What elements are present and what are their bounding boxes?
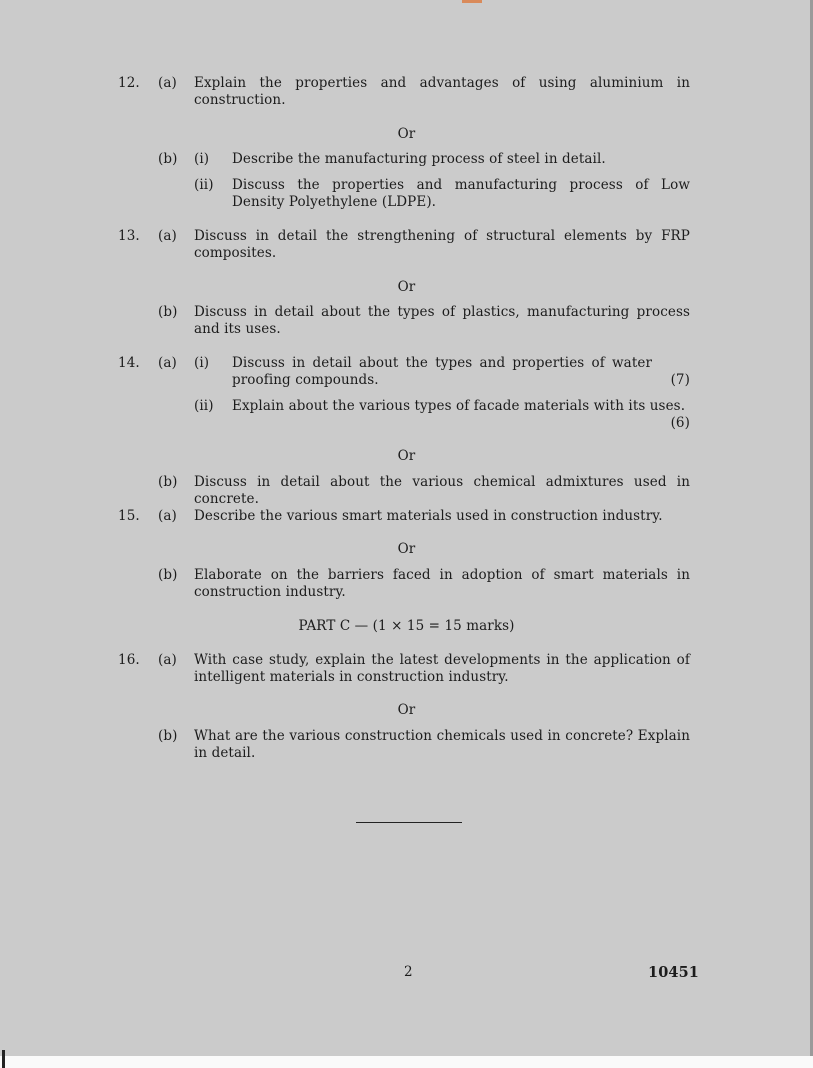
question-15-or: Or <box>397 541 416 557</box>
question-12a-text: Explain the properties and advantages of using aluminium in construction. <box>194 75 690 108</box>
question-16-number: 16. <box>118 652 140 668</box>
question-13-or: Or <box>397 279 416 295</box>
end-rule <box>356 822 462 823</box>
question-14a-ii-text: Explain about the various types of facade materials with its uses. <box>232 398 686 414</box>
question-14a-ii-label: (ii) <box>194 398 214 414</box>
question-14b-text: Discuss in detail about the various chemical admixtures used in concrete. <box>194 474 690 507</box>
question-14a-i-text: Discuss in detail about the types and properties of water proofing compounds. <box>232 355 652 388</box>
question-16b-text: What are the various construction chemicals used in concrete? Explain in detail. <box>194 728 690 761</box>
question-12b-ii-text: Discuss the properties and manufacturing process of Low Density Polyethylene (LDPE). <box>232 177 690 210</box>
question-15b-text: Elaborate on the barriers faced in adoption of smart materials in construction industry. <box>194 567 690 600</box>
question-12-number: 12. <box>118 75 140 91</box>
question-14a-i-marks: (7) <box>670 372 690 388</box>
question-13-number: 13. <box>118 228 140 244</box>
question-15a-text: Describe the various smart materials used in construction industry. <box>194 508 663 524</box>
question-14a-ii-marks: (6) <box>670 415 690 431</box>
question-12a-label: (a) <box>158 75 177 91</box>
question-13a-text: Discuss in detail the strengthening of structural elements by FRP composites. <box>194 228 690 261</box>
question-15-number: 15. <box>118 508 140 524</box>
scan-edge-left <box>2 1050 5 1068</box>
question-12b-label: (b) <box>158 151 178 167</box>
question-12-or: Or <box>397 126 416 142</box>
scan-mark-top <box>462 0 482 3</box>
question-16a-text: With case study, explain the latest developments in the application of intelligent materials in construction industry. <box>194 652 690 685</box>
question-16-or: Or <box>397 702 416 718</box>
question-13b-text: Discuss in detail about the types of plastics, manufacturing process and its uses. <box>194 304 690 337</box>
question-13a-label: (a) <box>158 228 177 244</box>
question-14-or: Or <box>397 448 416 464</box>
question-12b-i-label: (i) <box>194 151 210 167</box>
question-13b-label: (b) <box>158 304 178 320</box>
question-12b-i-text: Describe the manufacturing process of steel in detail. <box>232 151 606 167</box>
question-14b-label: (b) <box>158 474 178 490</box>
question-14a-label: (a) <box>158 355 177 371</box>
question-14a-i-label: (i) <box>194 355 210 371</box>
question-12b-ii-label: (ii) <box>194 177 214 193</box>
question-15a-label: (a) <box>158 508 177 524</box>
part-c-heading: PART C — (1 × 15 = 15 marks) <box>298 618 515 634</box>
question-15b-label: (b) <box>158 567 178 583</box>
question-16b-label: (b) <box>158 728 178 744</box>
question-14-number: 14. <box>118 355 140 371</box>
footer-page-number: 2 <box>404 964 413 980</box>
question-16a-label: (a) <box>158 652 177 668</box>
footer-paper-code: 10451 <box>648 964 699 981</box>
